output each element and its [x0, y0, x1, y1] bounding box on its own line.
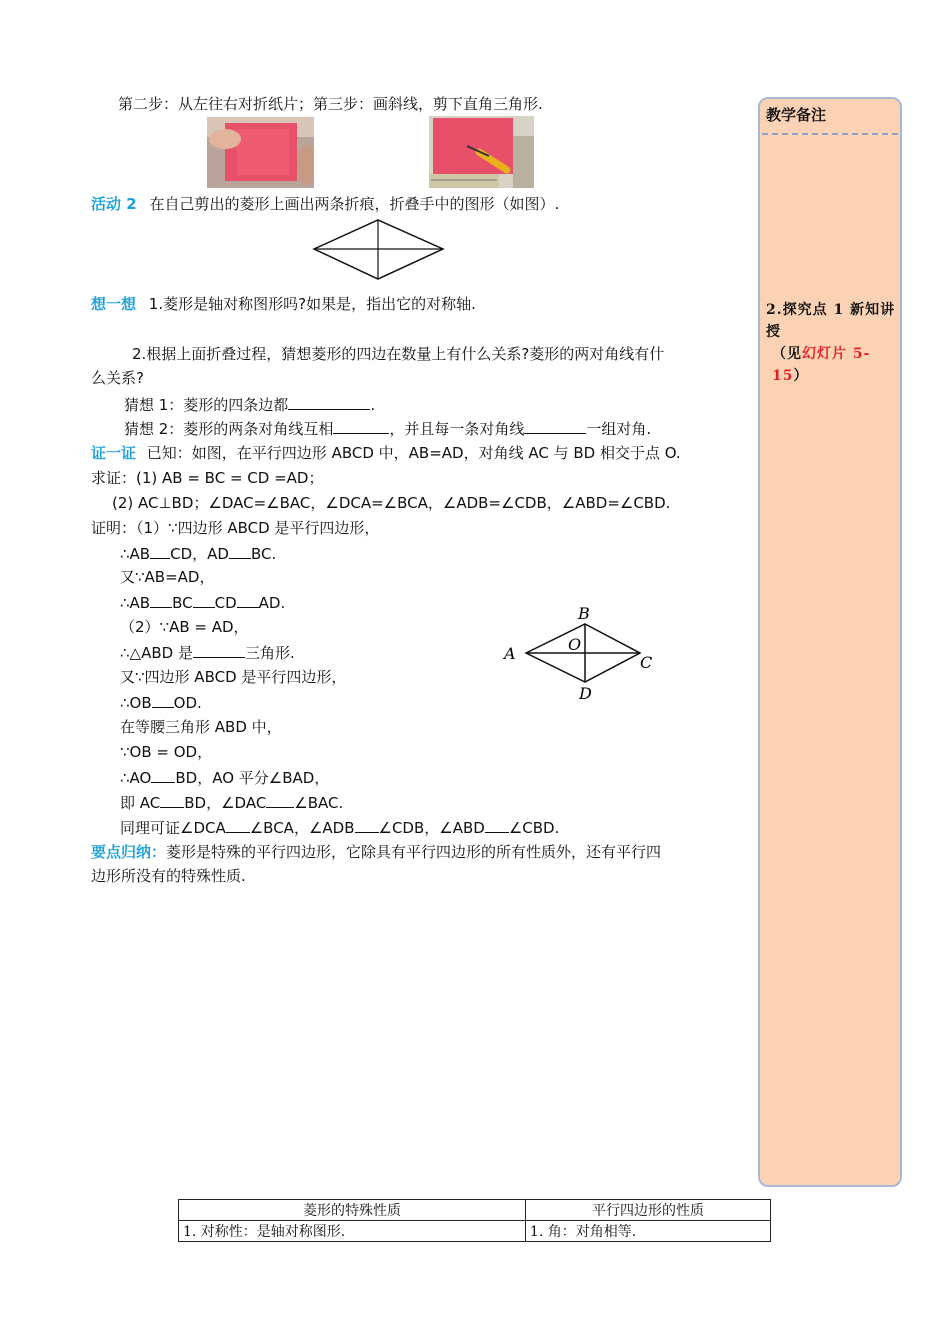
blank: [150, 592, 172, 608]
proof-head: 证明：（1）∵四边形 ABCD 是平行四边形，: [91, 519, 380, 537]
proof-step-1: [120, 543, 276, 564]
table-header: 平行四边形的性质: [525, 1200, 770, 1221]
proof-step-3-a: ∴AB: [120, 594, 151, 612]
proof-step-1-b: CD，AD: [170, 545, 229, 563]
rhombus-abcd-figure: [500, 600, 660, 705]
proof-step-3-c: CD: [214, 594, 237, 612]
blank: [150, 543, 170, 559]
blank: [152, 692, 174, 708]
blank: [160, 792, 184, 808]
table-row: [179, 1221, 771, 1242]
sidebar-note-a: 2.探究点 1 新知讲授: [766, 302, 896, 340]
sidebar-note-c: ）: [793, 368, 809, 384]
blank: [193, 642, 245, 658]
proof-step-1-a: ∴AB: [120, 545, 151, 563]
label-o: O: [568, 635, 582, 654]
proof-step-5-a: ∴△ABD 是: [120, 644, 193, 662]
think-q2-line2: 么关系?: [91, 369, 144, 387]
teaching-notes-sidebar: [758, 97, 902, 1187]
think-q1: [91, 294, 476, 314]
prove-given: [91, 443, 681, 463]
folded-rhombus-figure: [312, 218, 446, 282]
sidebar-note-ref: [766, 343, 898, 387]
sidebar-note-slides: 幻灯片 5-15: [772, 346, 871, 384]
proof-step-10: [120, 767, 329, 788]
prove-label: 证一证: [91, 444, 137, 462]
proof-step-6: 又∵四边形 ABCD 是平行四边形，: [120, 668, 347, 686]
proof-step-9: ∵OB = OD，: [120, 743, 213, 761]
guess-1: [124, 394, 375, 415]
summary-label: 要点归纳：: [91, 843, 167, 861]
table-header: 菱形的特殊性质: [179, 1200, 526, 1221]
think-q1-text: 1.菱形是轴对称图形吗?如果是，指出它的对称轴.: [148, 295, 476, 313]
blank: [151, 767, 175, 783]
summary-line-2: 边形所没有的特殊性质.: [91, 867, 246, 885]
blank: [485, 817, 509, 833]
activity-2-label: 活动 2: [91, 195, 137, 213]
guess-2-text-a: 猜想 2：菱形的两条对角线互相: [124, 420, 334, 438]
cutting-paper-photo: [429, 116, 534, 188]
proof-step-7-a: ∴OB: [120, 694, 152, 712]
proof-step-1-c: BC.: [250, 545, 277, 563]
guess-2-text-b: ，并且每一条对角线: [389, 420, 525, 438]
proof-step-12: [120, 817, 559, 838]
folding-photo: [207, 117, 314, 188]
proof-step-10-b: BD，AO 平分∠BAD，: [175, 769, 330, 787]
cutting-photo: [429, 116, 534, 188]
activity-2: [91, 194, 559, 214]
proof-step-7: [120, 692, 202, 713]
proof-step-3-b: BC: [172, 594, 193, 612]
label-a: A: [504, 644, 516, 663]
label-d: D: [579, 684, 592, 703]
proof-step-11: [120, 792, 343, 813]
blank: [237, 592, 259, 608]
proof-step-2: 又∵AB=AD，: [120, 568, 215, 586]
blank: [226, 817, 250, 833]
prove-claim-2: (2) AC⊥BD；∠DAC=∠BAC，∠DCA=∠BCA，∠ADB=∠CDB，∠ABD=∠CBD.: [112, 494, 671, 512]
proof-step-3: [120, 592, 285, 613]
think-label: 想一想: [91, 295, 137, 313]
steps-text: 第二步：从左往右对折纸片；第三步：画斜线，剪下直角三角形.: [118, 95, 543, 113]
proof-step-7-b: OD.: [173, 694, 202, 712]
blank: [355, 817, 379, 833]
blank: [229, 543, 251, 559]
sidebar-note-b: （见: [772, 346, 802, 362]
guess-1-blank: [288, 394, 370, 410]
blank: [266, 792, 294, 808]
proof-step-3-d: AD.: [258, 594, 286, 612]
proof-step-11-b: BD，∠DAC: [184, 794, 267, 812]
proof-step-8: 在等腰三角形 ABD 中，: [120, 718, 282, 736]
properties-table: [178, 1199, 771, 1242]
summary-line-1: [91, 842, 661, 862]
guess-1-end: .: [370, 396, 376, 414]
guess-2-blank-2: [524, 418, 586, 434]
prove-claim-1: 求证：(1) AB = BC = CD =AD；: [91, 469, 324, 487]
sidebar-title: 教学备注: [766, 106, 827, 124]
proof-step-12-b: ∠BCA，∠ADB: [249, 819, 355, 837]
guess-2-blank-1: [333, 418, 389, 434]
label-b: B: [578, 604, 590, 623]
summary-text-1: 菱形是特殊的平行四边形，它除具有平行四边形的所有性质外，还有平行四: [166, 843, 662, 861]
proof-step-5-b: 三角形.: [244, 644, 295, 662]
think-q2-line1: 2.根据上面折叠过程，猜想菱形的四边在数量上有什么关系?菱形的两对角线有什: [132, 345, 665, 363]
proof-step-11-c: ∠BAC.: [294, 794, 344, 812]
proof-step-4: （2）∵AB = AD，: [120, 618, 249, 636]
proof-step-5: [120, 642, 295, 663]
label-c: C: [640, 653, 653, 672]
table-header-row: [179, 1200, 771, 1221]
blank: [193, 592, 215, 608]
proof-step-12-d: ∠CBD.: [508, 819, 560, 837]
prove-given-text: 已知：如图，在平行四边形 ABCD 中，AB=AD，对角线 AC 与 BD 相交于点 O.: [146, 444, 681, 462]
activity-2-text: 在自己剪出的菱形上画出两条折痕，折叠手中的图形（如图）.: [149, 195, 560, 213]
proof-step-12-a: 同理可证∠DCA: [120, 819, 226, 837]
proof-step-10-a: ∴AO: [120, 769, 152, 787]
proof-step-11-a: 即 AC: [120, 794, 161, 812]
guess-2-text-c: 一组对角.: [586, 420, 652, 438]
proof-step-12-c: ∠CDB，∠ABD: [378, 819, 485, 837]
table-cell: 1. 角：对角相等.: [525, 1221, 770, 1242]
sidebar-divider: [762, 133, 898, 135]
sidebar-note: [766, 299, 898, 387]
hand-folding-paper-photo: [207, 117, 314, 188]
table-cell: 1. 对称性：是轴对称图形.: [179, 1221, 526, 1242]
guess-1-text: 猜想 1：菱形的四条边都: [124, 396, 289, 414]
guess-2: [124, 418, 651, 439]
